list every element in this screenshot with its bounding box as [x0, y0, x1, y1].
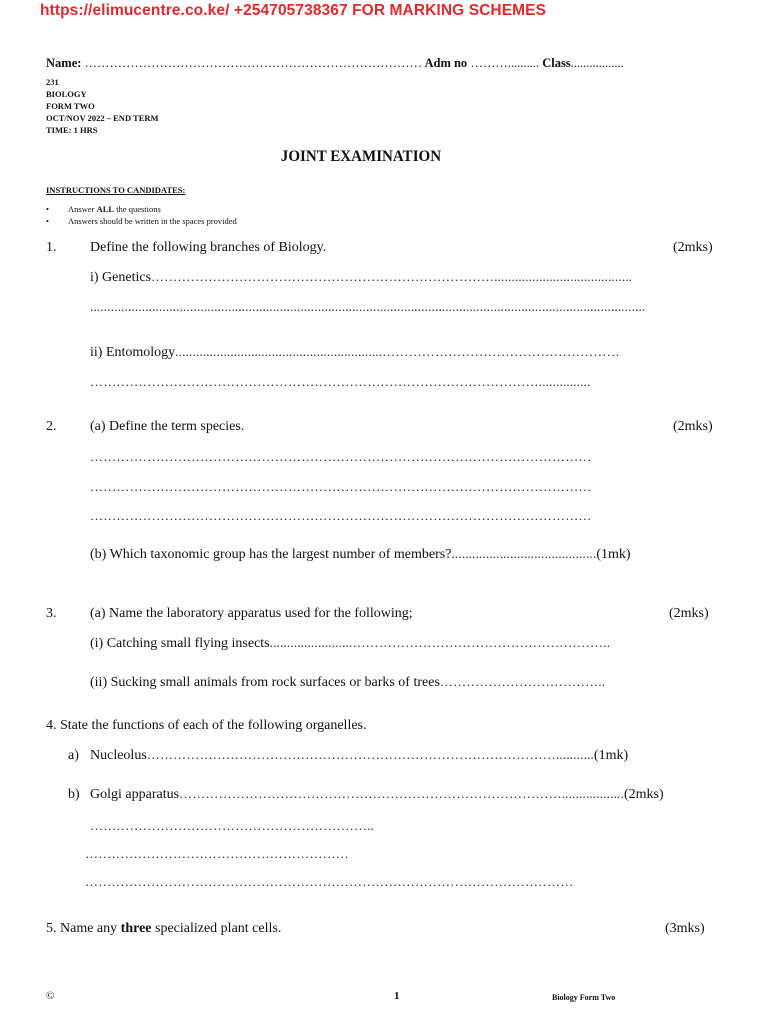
question-marks: (2mks): [669, 606, 709, 621]
question-marks: (1mk): [593, 748, 629, 763]
question-text: Define the following branches of Biology.: [90, 240, 327, 255]
bullet-icon: •: [46, 216, 49, 226]
answer-line[interactable]: ……………………………………………………………………………..................: [179, 786, 624, 801]
page-number: 1: [394, 990, 400, 1002]
class-label: Class: [542, 56, 571, 70]
answer-line[interactable]: ............................................................………………………………………………: [175, 344, 620, 359]
question-text: (b) Which taxonomic group has the largest number of members?..........................................(1mk): [90, 546, 631, 562]
subject: BIOLOGY: [46, 89, 87, 99]
sub-question: a) Nucleolus…………………………………………………………………………………...........(1mk): [68, 747, 629, 763]
question-text: (i) Catching small flying insects........................…………………………………………………..: [90, 635, 611, 651]
question-marks: (2mks): [673, 419, 713, 434]
answer-line[interactable]: ……………………………………………………………………………………………………: [90, 508, 592, 523]
answer-line[interactable]: .................................................................................................................................................................: [90, 299, 646, 314]
answer-line[interactable]: ……………………………………………………: [85, 846, 349, 861]
name-label: Name:: [46, 56, 82, 70]
question-number: 3.: [46, 606, 57, 621]
answer-line[interactable]: ………………………………..: [439, 674, 606, 689]
copyright-symbol: ©: [46, 990, 55, 1002]
exam-time: TIME: 1 HRS: [46, 125, 98, 135]
adm-field: ………..........: [470, 56, 540, 70]
instruction-item: • Answer ALL the questions: [46, 204, 161, 214]
answer-line[interactable]: ……………………………………………………………………………………………………: [90, 449, 592, 464]
question-text: 5. Name any three specialized plant cells.: [46, 921, 282, 936]
answer-label: i) Genetics……………………………………………………………………........................................: [90, 269, 633, 285]
answer-line[interactable]: ……………………………………………………………………………………………………: [90, 479, 592, 494]
question-text: (ii) Sucking small animals from rock surfaces or barks of trees………………………………..: [90, 674, 606, 690]
question-number: 1.: [46, 240, 57, 255]
answer-line[interactable]: …………………………………………………………………………………………………: [85, 874, 574, 889]
question-text: 4. State the functions of each of the following organelles.: [46, 718, 367, 733]
marking-scheme-banner[interactable]: https://elimucentre.co.ke/ +254705738367 FOR MARKING SCHEMES: [40, 2, 547, 19]
name-field: ………………………………………………………………………: [84, 56, 423, 70]
footer-subject: Biology Form Two: [552, 993, 616, 1002]
instructions-heading: INSTRUCTIONS TO CANDIDATES:: [46, 185, 186, 195]
form: FORM TWO: [46, 101, 95, 111]
question-text: (a) Define the term species.: [90, 419, 245, 434]
answer-line[interactable]: …………………………………………………………………………………...........: [146, 747, 594, 762]
exam-session: OCT/NOV 2022 – END TERM: [46, 113, 159, 123]
question-marks: (2mks): [623, 787, 664, 802]
answer-line[interactable]: ..........................................: [451, 546, 597, 561]
class-field: .................: [570, 56, 624, 70]
question-number: 2.: [46, 419, 57, 434]
answer-line[interactable]: …………………………………………………………………………………………...............: [90, 374, 591, 389]
answer-line[interactable]: ........................…………………………………………………..: [269, 635, 611, 650]
student-info-line: [46, 56, 624, 71]
question-marks: (3mks): [665, 921, 705, 936]
page-title: JOINT EXAMINATION: [280, 148, 442, 165]
bullet-icon: •: [46, 204, 49, 214]
answer-line[interactable]: ………………………………………………………..: [90, 818, 375, 833]
adm-label: Adm no: [424, 56, 468, 70]
question-marks: (1mk): [596, 547, 631, 562]
question-text: (a) Name the laboratory apparatus used for the following;: [90, 606, 413, 621]
answer-label: ii) Entomology............................................................………………………………………………: [90, 344, 620, 360]
paper-code: 231: [46, 77, 59, 87]
question-marks: (2mks): [673, 240, 713, 255]
instruction-item: • Answers should be written in the spaces provided: [46, 216, 237, 226]
sub-question: b) Golgi apparatus……………………………………………………………………………..................(2mks): [68, 786, 664, 802]
answer-line[interactable]: ……………………………………………………………………........................................: [151, 269, 633, 284]
